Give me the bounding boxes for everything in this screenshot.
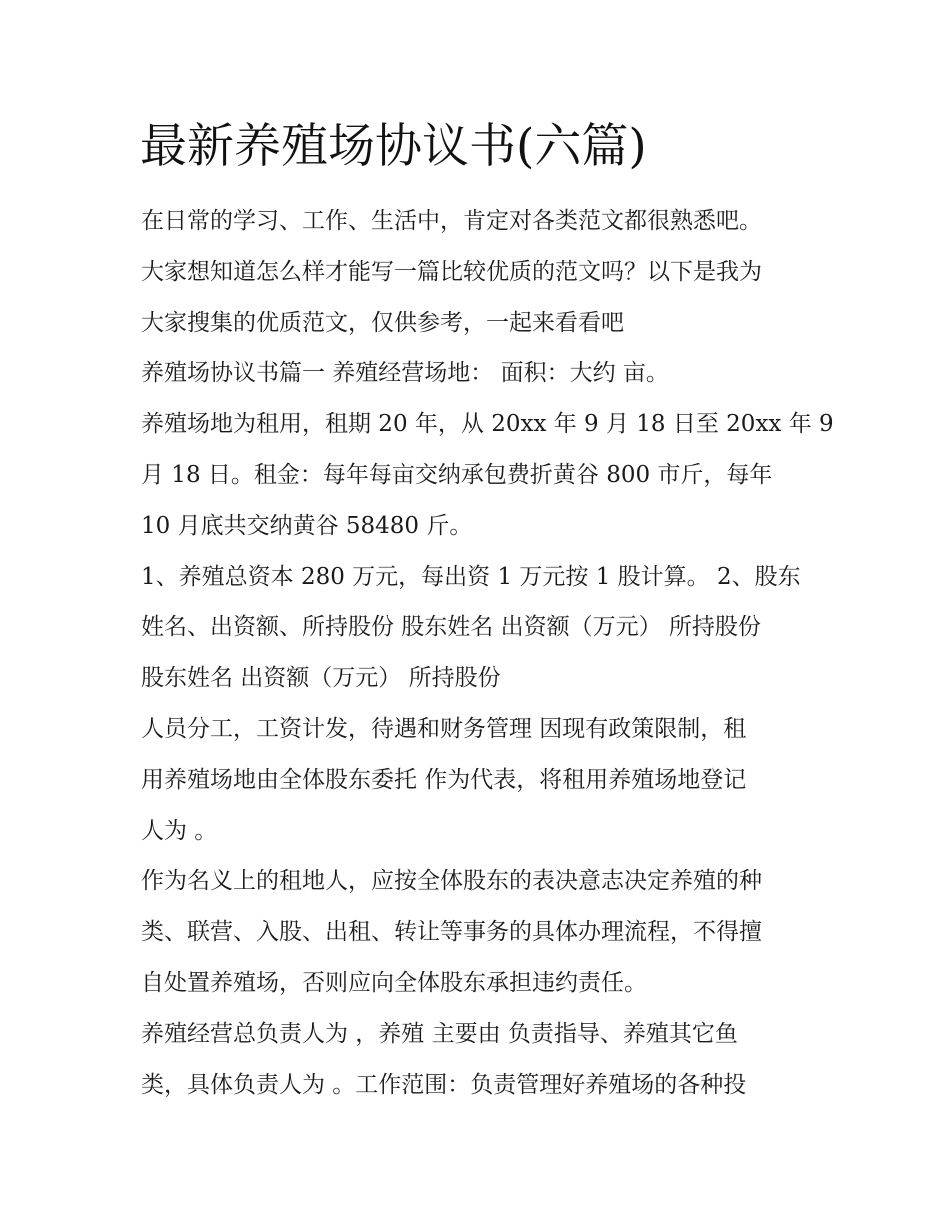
paragraph-management: [141, 1009, 815, 1111]
text-line: 自处置养殖场，否则应向全体股东承担违约责任。: [141, 969, 647, 996]
text-line: 大家想知道怎么样才能写一篇比较优质的范文吗？以下是我为: [141, 258, 762, 285]
text-line: 用养殖场地由全体股东委托 作为代表，将租用养殖场地登记: [141, 766, 747, 793]
text-line: 股东姓名 出资额（万元） 所持股份: [141, 665, 501, 692]
text-line: 人为 。: [141, 817, 218, 844]
paragraph-section-one-heading: [141, 348, 815, 399]
text-line: 1、养殖总资本 280 万元，每出资 1 万元按 1 股计算。 2、股东: [141, 563, 801, 590]
text-line: 类，具体负责人为 。工作范围：负责管理好养殖场的各种投: [141, 1071, 747, 1098]
text-line: 养殖场地为租用，租期 20 年，从 20xx 年 9 月 18 日至 20xx 年 9: [141, 411, 834, 438]
document-body: [141, 196, 834, 1110]
text-line: 养殖场协议书篇一 养殖经营场地： 面积：大约 亩。: [141, 360, 669, 387]
paragraph-capital-shares: [141, 552, 815, 704]
document-title: 最新养殖场协议书(六篇): [140, 119, 647, 174]
paragraph-nominal-lessee: [141, 856, 815, 1008]
text-line: 月 18 日。租金：每年每亩交纳承包费折黄谷 800 市斤，每年: [141, 461, 773, 488]
text-line: 养殖经营总负责人为 ，养殖 主要由 负责指导、养殖其它鱼: [141, 1020, 738, 1047]
text-line: 人员分工，工资计发，待遇和财务管理 因现有政策限制，租: [141, 715, 747, 742]
paragraph-lease-terms: [141, 399, 834, 551]
text-line: 10 月底共交纳黄谷 58480 斤。: [141, 512, 473, 539]
text-line: 大家搜集的优质范文，仅供参考，一起来看看吧: [141, 309, 624, 336]
text-line: 类、联营、入股、出租、转让等事务的具体办理流程，不得擅: [141, 919, 762, 946]
text-line: 姓名、出资额、所持股份 股东姓名 出资额（万元） 所持股份: [141, 614, 761, 641]
text-line: 作为名义上的租地人，应按全体股东的表决意志决定养殖的种: [141, 868, 762, 895]
text-line: 在日常的学习、工作、生活中，肯定对各类范文都很熟悉吧。: [141, 208, 762, 234]
paragraph-staff-division: [141, 704, 815, 856]
paragraph-intro: [141, 196, 815, 348]
